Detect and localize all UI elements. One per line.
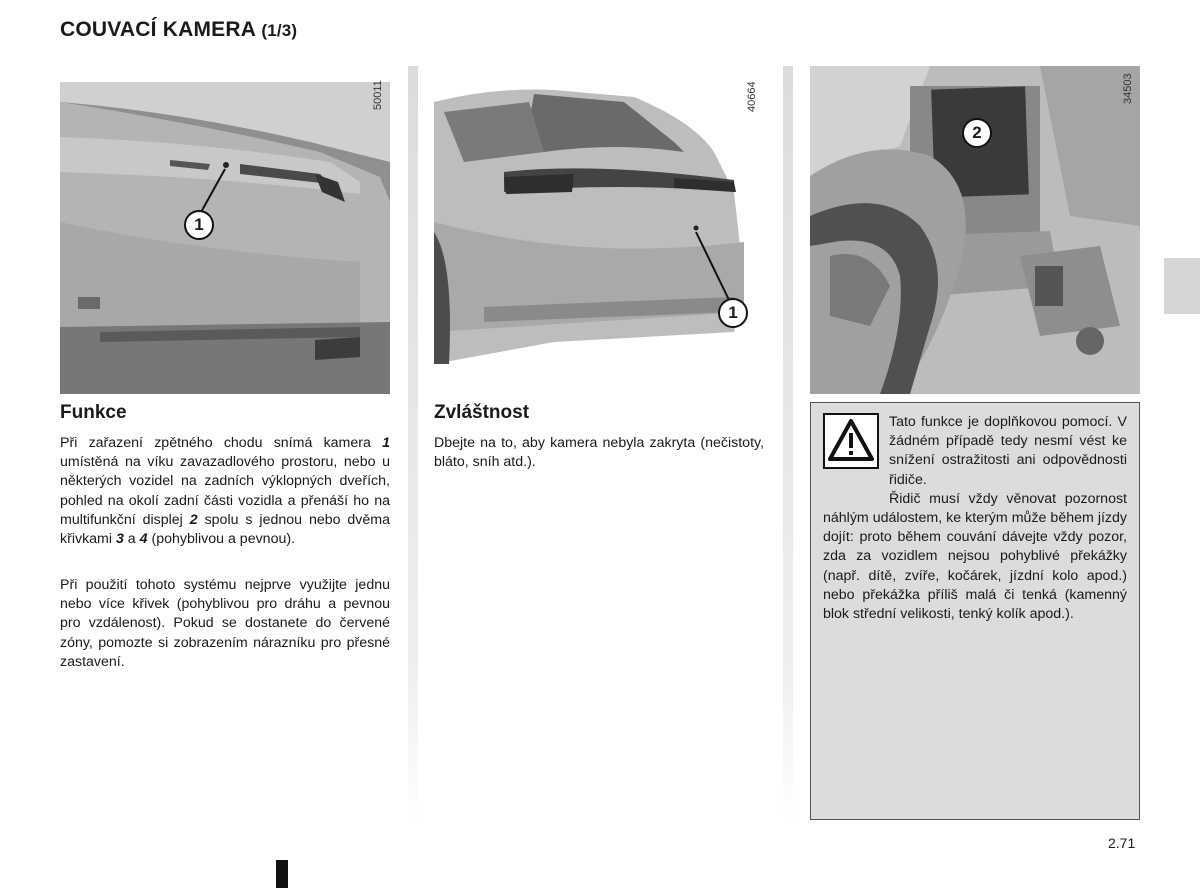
figure-dashboard-display — [810, 66, 1140, 394]
crop-mark — [276, 860, 288, 888]
sedan-rear-illustration — [60, 82, 390, 394]
figure-number-2: 40664 — [746, 81, 758, 112]
warning-text-2: Řidič musí vždy věnovat pozornost náhlým událostem, ke kterým může během jízdy dojít: proto během couvání dávejte vždy pozor, zda za vozidlem nejsou pohyblivé překážky (např. dítě, zvíře, kočárek, jízdní kolo apod.) nebo překážka příliš malá či tenká (kamenný blok střední velikosti, tenký kolík apod.). — [823, 490, 1127, 623]
warning-text — [823, 413, 1127, 624]
section-funkce-paragraph-2: Při použití tohoto systému nejprve využijte jednu nebo více křivek (pohyblivou pro dráhu a pevnou pro vzdálenost). Pokud se dostanete do červené zóny, pomozte si zobrazením nárazníku pro přesné zastavení. — [60, 577, 390, 670]
figure-callout-3: 2 — [962, 118, 992, 148]
callout-ref-3: 3 — [115, 531, 124, 548]
figure-callout-1: 1 — [184, 210, 214, 240]
figure-callout-2: 1 — [718, 298, 748, 328]
column-separator-left — [408, 66, 418, 821]
text-fragment: a — [123, 531, 140, 548]
callout-ref-2: 2 — [189, 511, 198, 528]
figure-number-1: 50011 — [372, 80, 384, 110]
warning-text-1: Tato funkce je doplňkovou pomocí. V žádném případě tedy nesmí vést ke snížení ostražitosti ani odpovědnosti řidiče. — [889, 414, 1127, 488]
chapter-tab — [1164, 258, 1200, 314]
section-funkce-paragraph-1 — [60, 434, 390, 549]
dashboard-illustration — [810, 66, 1140, 394]
callout-ref-4: 4 — [139, 531, 148, 548]
section-zvlastnost-paragraph: Dbejte na to, aby kamera nebyla zakryta (nečistoty, bláto, sníh atd.). — [434, 435, 764, 471]
page-title-part: (1/3) — [261, 21, 298, 40]
text-fragment: spolu s jednou nebo dvěma křivkami — [60, 511, 391, 548]
warning-icon-spacer — [823, 413, 889, 491]
warning-box — [810, 402, 1140, 820]
page-title — [60, 18, 297, 42]
text-fragment: Při zařazení zpětného chodu snímá kamera — [60, 435, 383, 451]
section-heading-zvlastnost: Zvláštnost — [434, 402, 530, 423]
section-heading-funkce: Funkce — [60, 402, 127, 423]
page-title-text: COUVACÍ KAMERA — [60, 18, 256, 41]
figure-number-3: 34503 — [1122, 73, 1134, 104]
figure-sedan-rear-camera — [60, 82, 390, 394]
estate-rear-illustration — [434, 82, 764, 364]
page-number: 2.71 — [1108, 835, 1136, 851]
figure-estate-rear-camera — [434, 82, 764, 364]
column-separator-right — [783, 66, 793, 821]
text-fragment: umístěná na víku zavazadlového prostoru, nebo u některých vozidel na zadních výklopných dveřích, pohled na okolí zadní části vozidla a přenáší ho na multifunkční displej — [60, 454, 390, 528]
callout-ref-1: 1 — [382, 435, 390, 451]
text-fragment: (pohyblivou a pevnou). — [147, 531, 296, 548]
